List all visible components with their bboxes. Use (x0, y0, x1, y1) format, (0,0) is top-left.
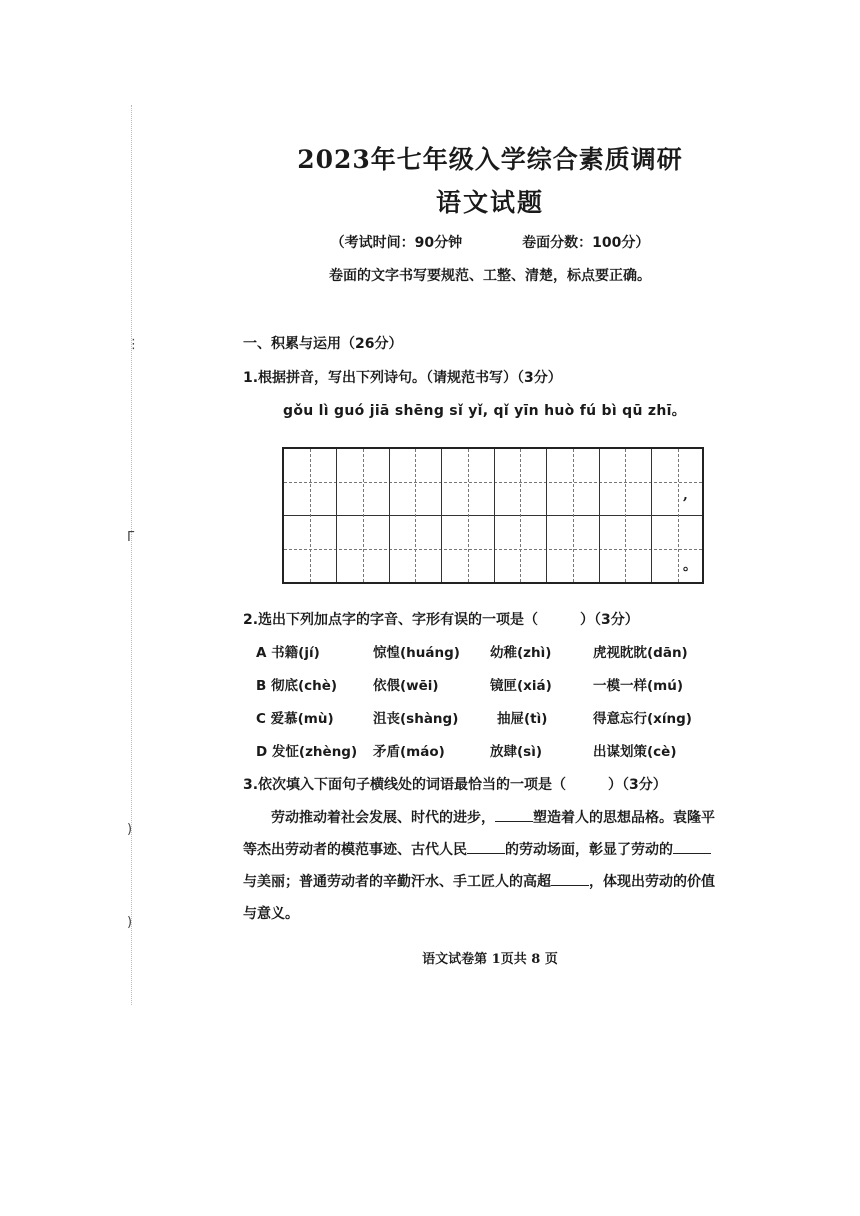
option-a-3: 幼稚(zhì) (490, 645, 552, 661)
passage-part-2: 塑造着人的思想品格。袁隆平等杰出劳动者的模范事迹、古代人民 (243, 810, 715, 858)
option-b-4: 一模一样(mú) (593, 678, 684, 694)
answer-blank-1[interactable] (495, 807, 533, 822)
grid-dash-line (573, 449, 574, 582)
option-d-1: D 发怔(zhèng) (256, 744, 358, 760)
grid-dash-line (363, 449, 364, 582)
option-b-1: B 彻底(chè) (256, 678, 338, 694)
margin-mark: ⋮ (127, 337, 140, 352)
grid-col-line (389, 449, 390, 582)
passage-part-4: 与美丽；普通劳动者的辛勤汗水、手工匠人的高超 (243, 874, 551, 890)
answer-blank-2[interactable] (467, 839, 505, 854)
option-d-3: 放肆(sì) (490, 744, 543, 760)
writing-grid[interactable] (282, 447, 704, 584)
grid-dash-line (468, 449, 469, 582)
passage-part-5: ，体现出劳动的价值与意义。 (243, 874, 715, 922)
exam-subtitle: 语文试题 (435, 188, 544, 217)
passage-part-3: 的劳动场面，彰显了劳动的 (505, 842, 673, 858)
grid-col-line (441, 449, 442, 582)
option-d-4: 出谋划策(cè) (593, 744, 677, 760)
section-heading: 一、积累与运用（26分） (243, 336, 403, 352)
question-2-prompt: 2.选出下列加点字的字音、字形有误的一项是（ ）（3分） (243, 612, 639, 628)
binding-margin-line (131, 105, 132, 1005)
question-3-passage (243, 802, 715, 930)
exam-meta (240, 232, 740, 252)
question-1-pinyin: gǒu lì guó jiā shēng sǐ yǐ, qǐ yīn huò fú bì qū zhī。 (283, 403, 687, 419)
question-3-prompt: 3.依次填入下面句子横线处的词语最恰当的一项是（ ）（3分） (243, 777, 667, 793)
option-c-2: 沮丧(shàng) (373, 711, 459, 727)
grid-col-line (651, 449, 652, 582)
answer-blank-3[interactable] (673, 839, 711, 854)
exam-title: 2023年七年级入学综合素质调研 (297, 145, 683, 174)
margin-mark: ) (127, 915, 133, 930)
option-a-4: 虎视眈眈(dān) (593, 645, 688, 661)
grid-row-divider (284, 515, 702, 516)
option-c-4: 得意忘行(xíng) (593, 711, 692, 727)
grid-dash-line (520, 449, 521, 582)
question-1-prompt: 1.根据拼音，写出下列诗句。（请规范书写）（3分） (243, 370, 562, 386)
answer-blank-4[interactable] (551, 871, 589, 886)
grid-dash-line (415, 449, 416, 582)
option-d-2: 矛盾(máo) (373, 744, 445, 760)
option-a-1: A 书籍(jí) (256, 645, 320, 661)
grid-period: 。 (683, 558, 697, 574)
page-footer: 语文试卷第 1页共 8 页 (422, 952, 558, 967)
option-b-2: 依偎(wēi) (373, 678, 439, 694)
grid-dash-line (310, 449, 311, 582)
option-b-3: 镜匣(xiá) (490, 678, 552, 694)
writing-instruction: 卷面的文字书写要规范、工整、清楚，标点要正确。 (329, 268, 651, 284)
grid-comma: , (683, 487, 688, 503)
option-c-3: 抽屉(tì) (497, 711, 548, 727)
score-total: 卷面分数：100分） (522, 235, 650, 251)
option-a-2: 惊惶(huáng) (373, 645, 460, 661)
margin-mark: Γ (127, 530, 135, 545)
grid-dash-line (678, 449, 679, 582)
grid-col-line (494, 449, 495, 582)
exam-time: （考试时间：90分钟 (330, 235, 463, 251)
option-c-1: C 爱慕(mù) (256, 711, 334, 727)
grid-dash-line (284, 482, 702, 483)
grid-dash-line (625, 449, 626, 582)
grid-col-line (336, 449, 337, 582)
grid-col-line (599, 449, 600, 582)
grid-col-line (546, 449, 547, 582)
margin-mark: ) (127, 822, 133, 837)
grid-dash-line (284, 549, 702, 550)
passage-part-1: 劳动推动着社会发展、时代的进步， (271, 810, 495, 826)
